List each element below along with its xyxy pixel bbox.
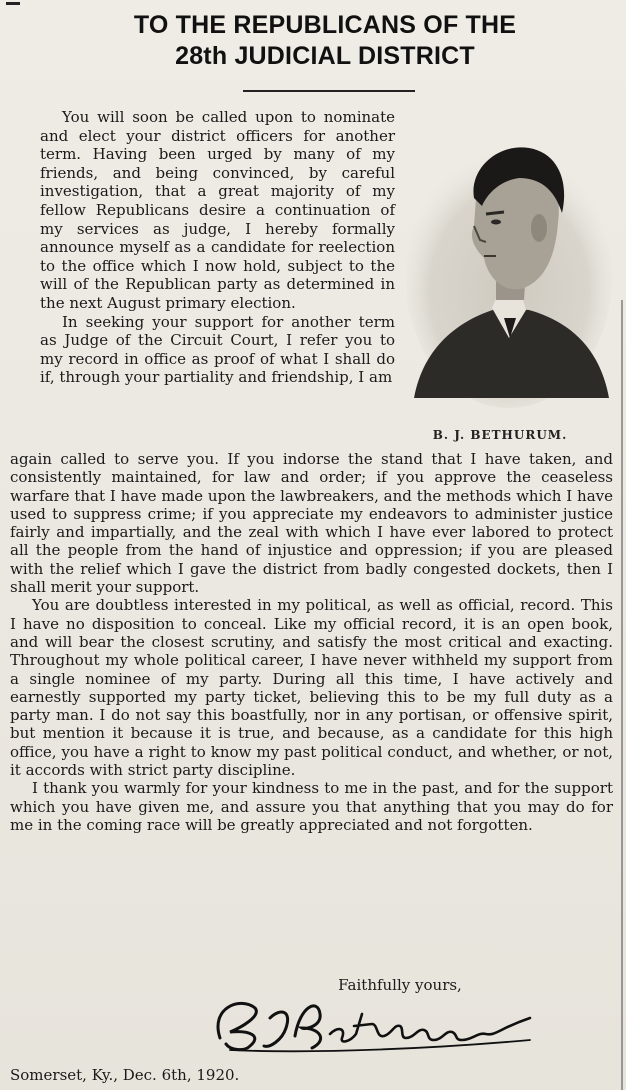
full-width-text [10, 450, 613, 834]
paragraph-political-record: You are doubtless interested in my political, as well as official, record. This I have no disposition to conceal. Like my official record, it is an open book, and will bear the closest scrutiny, and satisfy the most critical and exacting. Throughout my whole political career, I have never withheld my support from a single nominee of my party. During all this time, I have actively and earnestly supported my party ticket, believing this to be my full duty as a party man. I do not say this boastfully, nor in any portisan, or offensive spirit, but mention it because it is true, and because, as a candidate for this high office, you have a right to know my past political conduct, and whether, or not, it accords with strict party discipline. [10, 596, 613, 780]
signature-image [200, 988, 550, 1060]
dateline: Somerset, Ky., Dec. 6th, 1920. [10, 1066, 240, 1084]
paragraph-thanks: I thank you warmly for your kindness to me in the past, and for the support which you have given me, and assure you that anything that you may do for me in the coming race will be greatly appreciated and not forgotten. [10, 779, 613, 834]
column-text [40, 108, 395, 387]
headline-line-2: 28th JUDICIAL DISTRICT [175, 42, 475, 70]
paragraph-support-start: In seeking your support for another term as Judge of the Circuit Court, I refer you to my record in office as proof of what I shall do if, through your partiality and friendship, I am [40, 312, 395, 387]
clipping-edge [621, 300, 623, 1090]
closing-salutation: Faithfully yours, [338, 976, 462, 994]
paragraph-support-cont: again called to serve you. If you indorse the stand that I have taken, and consistently maintained, for law and order; if you approve the ceaseless warfare that I have made upon the lawbreakers, and the methods which I have used to suppress crime; if you appreciate my endeavors to administer justice fairly and impartially, and the zeal with which I have ever labored to protect all the people from the hand of injustice and oppression; if you are pleased with the relief which I gave the district from badly congested dockets, then I shall merit your support. [10, 450, 613, 597]
portrait-caption: B. J. BETHURUM. [432, 428, 568, 442]
paragraph-announcement: You will soon be called upon to nominate and elect your district officers for another term. Having been urged by many of my friends, and being convinced, by careful investigation, that a great majority of my fellow Republicans desire a continuation of my services as judge, I hereby formally announce myself as a candidate for reelection to the office which I now hold, subject to the will of the Republican party as determined in the next August primary election. [40, 108, 395, 312]
headline-line-1: TO THE REPUBLICANS OF THE [133, 11, 517, 39]
headline-rule [243, 90, 415, 92]
portrait-image [404, 128, 614, 410]
corner-mark [6, 2, 20, 13]
headline [60, 10, 590, 72]
